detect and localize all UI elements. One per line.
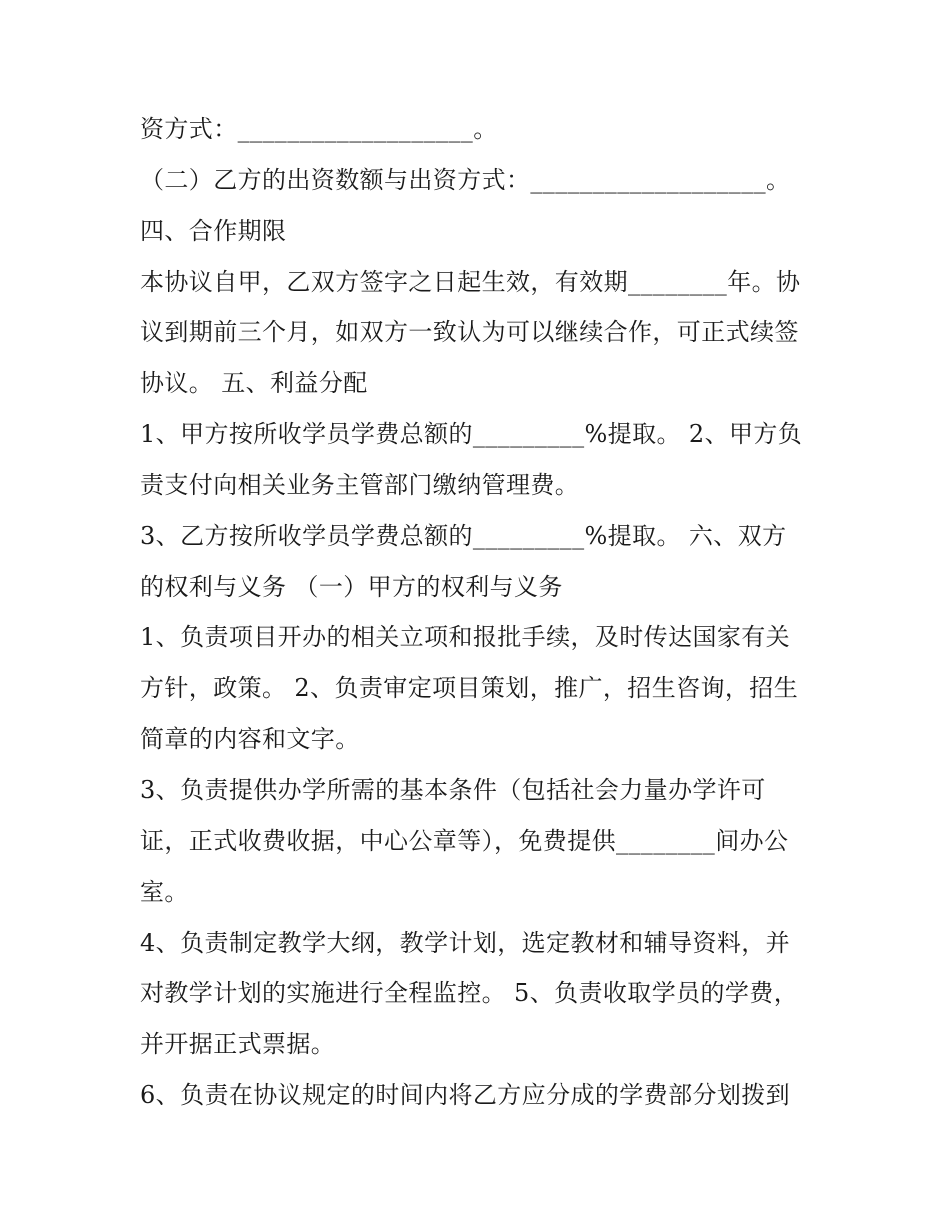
text-line: 3、乙方按所收学员学费总额的_________%提取。 六、双方 <box>140 521 787 550</box>
text-line: 方针，政策。 2、负责审定项目策划，推广，招生咨询，招生 <box>140 674 799 703</box>
text-line: 3、负责提供办学所需的基本条件（包括社会力量办学许可 <box>140 775 766 804</box>
section-heading: 四、合作期限 <box>140 216 287 245</box>
text-line: 协议。 五、利益分配 <box>140 369 368 398</box>
text-line: 并开据正式票据。 <box>140 1030 336 1059</box>
text-line: 1、甲方按所收学员学费总额的_________%提取。 2、甲方负 <box>140 420 803 449</box>
text-line: 的权利与义务 （一）甲方的权利与义务 <box>140 572 563 601</box>
text-line: 4、负责制定教学大纲，教学计划，选定教材和辅导资料，并 <box>140 928 791 957</box>
text-line: 资方式：___________________。 <box>140 115 498 143</box>
text-line: 证，正式收费收据，中心公章等），免费提供________间办公 <box>140 826 789 855</box>
text-line: 1、负责项目开办的相关立项和报批手续，及时传达国家有关 <box>140 623 791 652</box>
document-body <box>140 104 830 1121</box>
text-line: 本协议自甲，乙双方签字之日起生效，有效期________年。协 <box>140 267 801 296</box>
text-line: 责支付向相关业务主管部门缴纳管理费。 <box>140 470 580 499</box>
text-line: 简章的内容和文字。 <box>140 725 360 754</box>
text-line: （二）乙方的出资数额与出资方式：___________________。 <box>140 165 791 194</box>
text-line: 对教学计划的实施进行全程监控。 5、负责收取学员的学费， <box>140 979 799 1008</box>
text-line: 议到期前三个月，如双方一致认为可以继续合作，可正式续签 <box>140 318 799 347</box>
text-line: 室。 <box>140 877 189 906</box>
text-line: 6、负责在协议规定的时间内将乙方应分成的学费部分划拨到 <box>140 1081 791 1110</box>
